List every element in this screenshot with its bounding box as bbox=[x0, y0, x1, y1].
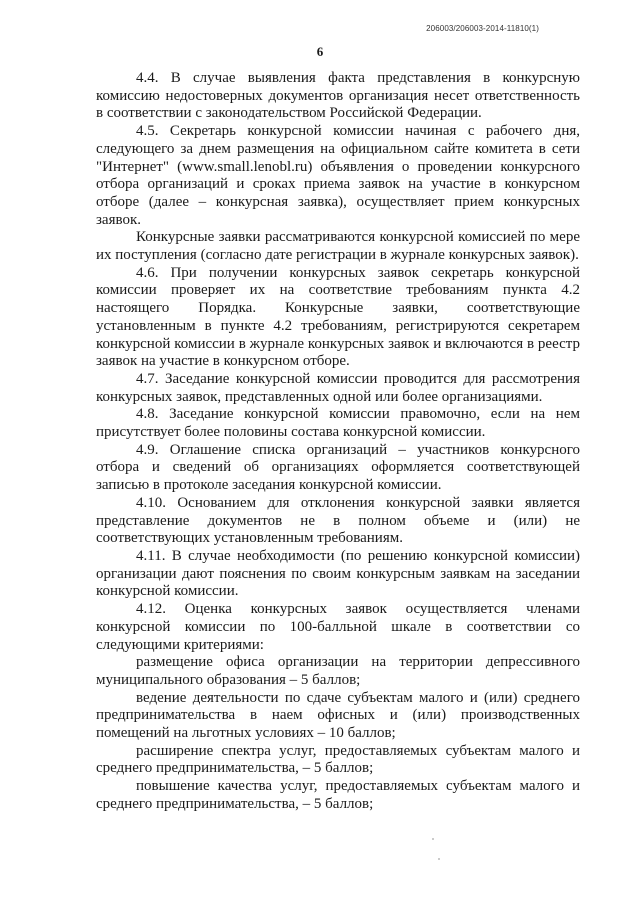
criterion-office-location: размещение офиса организации на территории депрессивного муниципального образования – 5 баллов; bbox=[96, 654, 580, 688]
paragraph-4-12: 4.12. Оценка конкурсных заявок осуществляется членами конкурсной комиссии по 100-балльной шкале в соответствии со следующими критериями: bbox=[96, 601, 580, 653]
scan-speck bbox=[438, 858, 440, 860]
criterion-leasing-premises: ведение деятельности по сдаче субъектам малого и (или) среднего предпринимательства в наем офисных и (или) производственных помещений на льготных условиях – 10 баллов; bbox=[96, 689, 580, 742]
paragraph-4-7: 4.7. Заседание конкурсной комиссии проводится для рассмотрения конкурсных заявок, представленных одной или более организациями. bbox=[96, 370, 580, 405]
paragraph-4-11: 4.11. В случае необходимости (по решению конкурсной комиссии) организации дают пояснения по своим конкурсным заявкам на заседании конкурсной комиссии. bbox=[96, 547, 580, 600]
scan-speck bbox=[432, 838, 434, 840]
paragraph-4-4: 4.4. В случае выявления факта представления в конкурсную комиссию недостоверных документов организация несет ответственность в соответствии с законодательством Российской Федерации. bbox=[96, 70, 580, 122]
paragraph-4-9: 4.9. Оглашение списка организаций – участников конкурсного отбора и сведений об организациях оформляется соответствующей записью в протоколе заседания конкурсной комиссии. bbox=[96, 441, 580, 494]
criterion-service-quality: повышение качества услуг, предоставляемых субъектам малого и среднего предпринимательства, – 5 баллов; bbox=[96, 778, 580, 812]
page-number: 6 bbox=[316, 44, 324, 59]
paragraph-4-8: 4.8. Заседание конкурсной комиссии правомочно, если на нем присутствует более половины состава конкурсной комиссии. bbox=[96, 406, 580, 441]
paragraph-4-10: 4.10. Основанием для отклонения конкурсной заявки является представление документов не в полном объеме и (или) не соответствующих установленным требованиям. bbox=[96, 494, 580, 547]
document-body bbox=[96, 70, 580, 814]
criterion-service-range: расширение спектра услуг, предоставляемых субъектам малого и среднего предпринимательства, – 5 баллов; bbox=[96, 742, 580, 777]
document-id: 206003/206003-2014-11810(1) bbox=[426, 24, 539, 33]
paragraph-4-5: 4.5. Секретарь конкурсной комиссии начиная с рабочего дня, следующего за днем размещения на официальном сайте комитета в сети "Интернет" (www.small.lenobl.ru) объявления о проведении конкурсного отбора организаций и сроках приема заявок на участие в конкурсном отборе (далее – конкурсная заявка), осуществляет прием конкурсных заявок. bbox=[96, 123, 580, 228]
paragraph-4-5-continued: Конкурсные заявки рассматриваются конкурсной комиссией по мере их поступления (согласно дате регистрации в журнале конкурсных заявок). bbox=[96, 229, 580, 264]
paragraph-4-6: 4.6. При получении конкурсных заявок секретарь конкурсной комиссии проверяет их на соответствие требованиям пункта 4.2 настоящего Порядка. Конкурсные заявки, соответствующие установленным в пункте 4.2 требованиям, регистрируются секретарем конкурсной комиссии в журнале конкурсных заявок и включаются в реестр заявок на участие в конкурсном отборе. bbox=[96, 264, 580, 370]
